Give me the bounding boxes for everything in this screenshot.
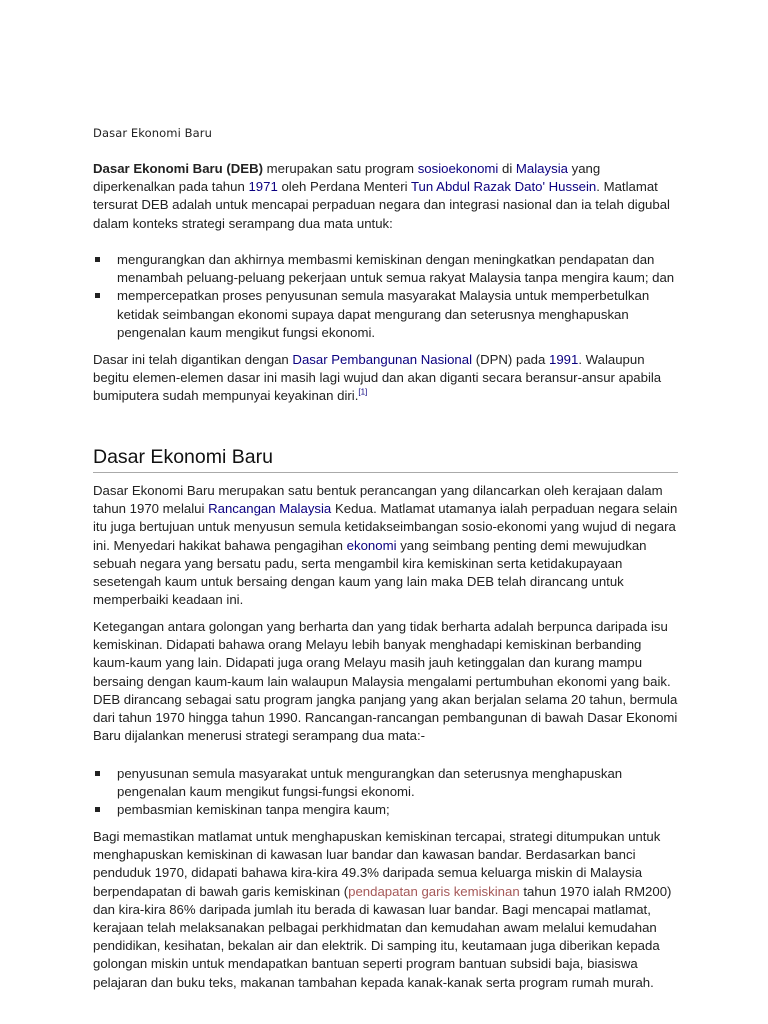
bullet-icon bbox=[95, 257, 100, 262]
list-item bbox=[93, 287, 678, 342]
intro-bullet-list bbox=[93, 251, 678, 342]
intro-text-1: merupakan satu program bbox=[263, 161, 418, 176]
intro-paragraph bbox=[93, 160, 678, 233]
list-item-text: penyusunan semula masyarakat untuk mengurangkan dan seterusnya menghapuskan pengenalan kaum mengikut fungsi-fungsi ekonomi. bbox=[117, 766, 623, 800]
replaced-paragraph bbox=[93, 351, 678, 406]
intro-text-3: yang diperkenalkan pada tahun bbox=[93, 161, 601, 195]
intro-bold-term: Dasar Ekonomi Baru (DEB) bbox=[93, 161, 264, 176]
list-item bbox=[93, 765, 678, 801]
link-pendapatan-garis-kemiskinan[interactable]: pendapatan garis kemiskinan bbox=[348, 883, 520, 899]
link-dasar-pembangunan-nasional[interactable]: Dasar Pembangunan Nasional bbox=[292, 352, 473, 367]
link-1971[interactable]: 1971 bbox=[248, 179, 278, 195]
section-paragraph-1 bbox=[93, 482, 678, 609]
section-paragraph-2 bbox=[93, 618, 678, 745]
list-item-text: mengurangkan dan akhirnya membasmi kemiskinan dengan meningkatkan pendapatan dan menambah peluang-peluang pekerjaan untuk semua rakyat Malaysia tanpa mengira kaum; dan bbox=[117, 252, 675, 286]
para3-text-1: Bagi memastikan matlamat untuk menghapuskan kemiskinan tercapai, strategi ditumpukan untuk menghapuskan kemiskinan di kawasan luar bandar dan kawasan bandar. Berdasarkan banci penduduk 1970, didapati bahawa kira-kira 49.3% daripada semua keluarga miskin di Malaysia berpendapatan di bawah garis kemiskinan ( bbox=[93, 829, 661, 899]
link-sosioekonomi[interactable]: sosioekonomi bbox=[417, 161, 499, 176]
strategy-bullet-list bbox=[93, 765, 678, 820]
bullet-icon bbox=[95, 807, 100, 812]
list-item bbox=[93, 801, 678, 819]
list-item-text: mempercepatkan proses penyusunan semula masyarakat Malaysia untuk memperbetulkan ketidak seimbangan ekonomi supaya dapat mengurang dan seterusnya menghapuskan pengenalan kaum mengikut fungsi ekonomi. bbox=[117, 288, 650, 340]
replaced-text-3: . Walaupun begitu elemen-elemen dasar ini masih lagi wujud dan akan diganti secara beransur-ansur apabila bumiputera sudah mempunyai keyakinan diri. bbox=[93, 352, 662, 404]
para1-text-1: Dasar Ekonomi Baru merupakan satu bentuk perancangan yang dilancarkan oleh kerajaan dalam tahun 1970 melalui bbox=[93, 483, 663, 517]
link-malaysia[interactable]: Malaysia bbox=[515, 161, 568, 176]
bullet-icon bbox=[95, 771, 100, 776]
para1-text-3: yang seimbang penting demi mewujudkan sebuah negara yang bersatu padu, serta mengambil kira kemiskinan serta ketidakupayaan sesetengah kaum untuk bersaing dengan kaum yang lain maka DEB telah dirancang untuk memperbaiki keadaan ini. bbox=[93, 537, 647, 608]
list-item bbox=[93, 251, 678, 287]
para2-text: Ketegangan antara golongan yang berharta dan yang tidak berharta adalah berpunca daripada isu kemiskinan. Didapati bahawa orang Melayu lebih banyak menghadapi kemiskinan berbanding kaum-kaum yang lain. Didapati juga orang Melayu masih jauh ketinggalan dan kurang mampu bersaing dengan kaum-kaum lain walaupun Malaysia mengalami pertumbuhan ekonomi yang baik. DEB dirancang sebagai satu program jangka panjang yang akan berjalan selama 20 tahun, bermula dari tahun 1970 hingga tahun 1990. Rancangan-rancangan pembangunan di bawah Dasar Ekonomi Baru dijalankan menerusi strategi serampang dua mata:- bbox=[93, 619, 678, 744]
reference-link-1[interactable]: [1] bbox=[358, 388, 368, 398]
reference-marker bbox=[358, 388, 367, 397]
intro-text-5: . Matlamat tersurat DEB adalah untuk mencapai perpaduan negara dan integrasi nasional dan ia telah digubal dalam konteks strategi serampang dua mata untuk: bbox=[93, 179, 670, 231]
bullet-icon bbox=[95, 293, 100, 298]
para3-text-2: tahun 1970 ialah RM200) dan kira-kira 86% daripada jumlah itu berada di kawasan luar bandar. Bagi mencapai matlamat, kerajaan telah melaksanakan pelbagai perkhidmatan dan kemudahan awam melalui kemudahan pendidikan, kesihatan, bekalan air dan elektrik. Di samping itu, keutamaan juga diberikan kepada golongan miskin untuk mendapatkan bantuan seperti program bantuan subsidi baja, biasiswa pelajaran dan buku teks, makanan tambahan kepada kanak-kanak serta program rumah murah. bbox=[93, 883, 672, 990]
intro-text-4: oleh Perdana Menteri bbox=[277, 179, 411, 195]
link-tun-abdul-razak[interactable]: Tun Abdul Razak Dato' Hussein bbox=[410, 179, 597, 195]
replaced-text-1: Dasar ini telah digantikan dengan bbox=[93, 352, 293, 367]
section-paragraph-3 bbox=[93, 828, 678, 992]
link-rancangan-malaysia[interactable]: Rancangan Malaysia bbox=[208, 501, 332, 517]
intro-text-2: di bbox=[498, 161, 516, 176]
para1-text-2: Kedua. Matlamat utamanya ialah perpaduan negara selain itu juga bertujuan untuk menyusun semula ketidakseimbangan sosio-ekonomi yang wujud di negara ini. Menyedari hakikat bahawa pengagihan bbox=[93, 501, 678, 553]
link-ekonomi[interactable]: ekonomi bbox=[346, 537, 397, 553]
page-title: Dasar Ekonomi Baru bbox=[93, 126, 213, 140]
section-heading: Dasar Ekonomi Baru bbox=[93, 446, 678, 473]
list-item-text: pembasmian kemiskinan tanpa mengira kaum; bbox=[117, 802, 390, 818]
link-1991[interactable]: 1991 bbox=[549, 352, 579, 367]
replaced-text-2: (DPN) pada bbox=[472, 352, 549, 367]
